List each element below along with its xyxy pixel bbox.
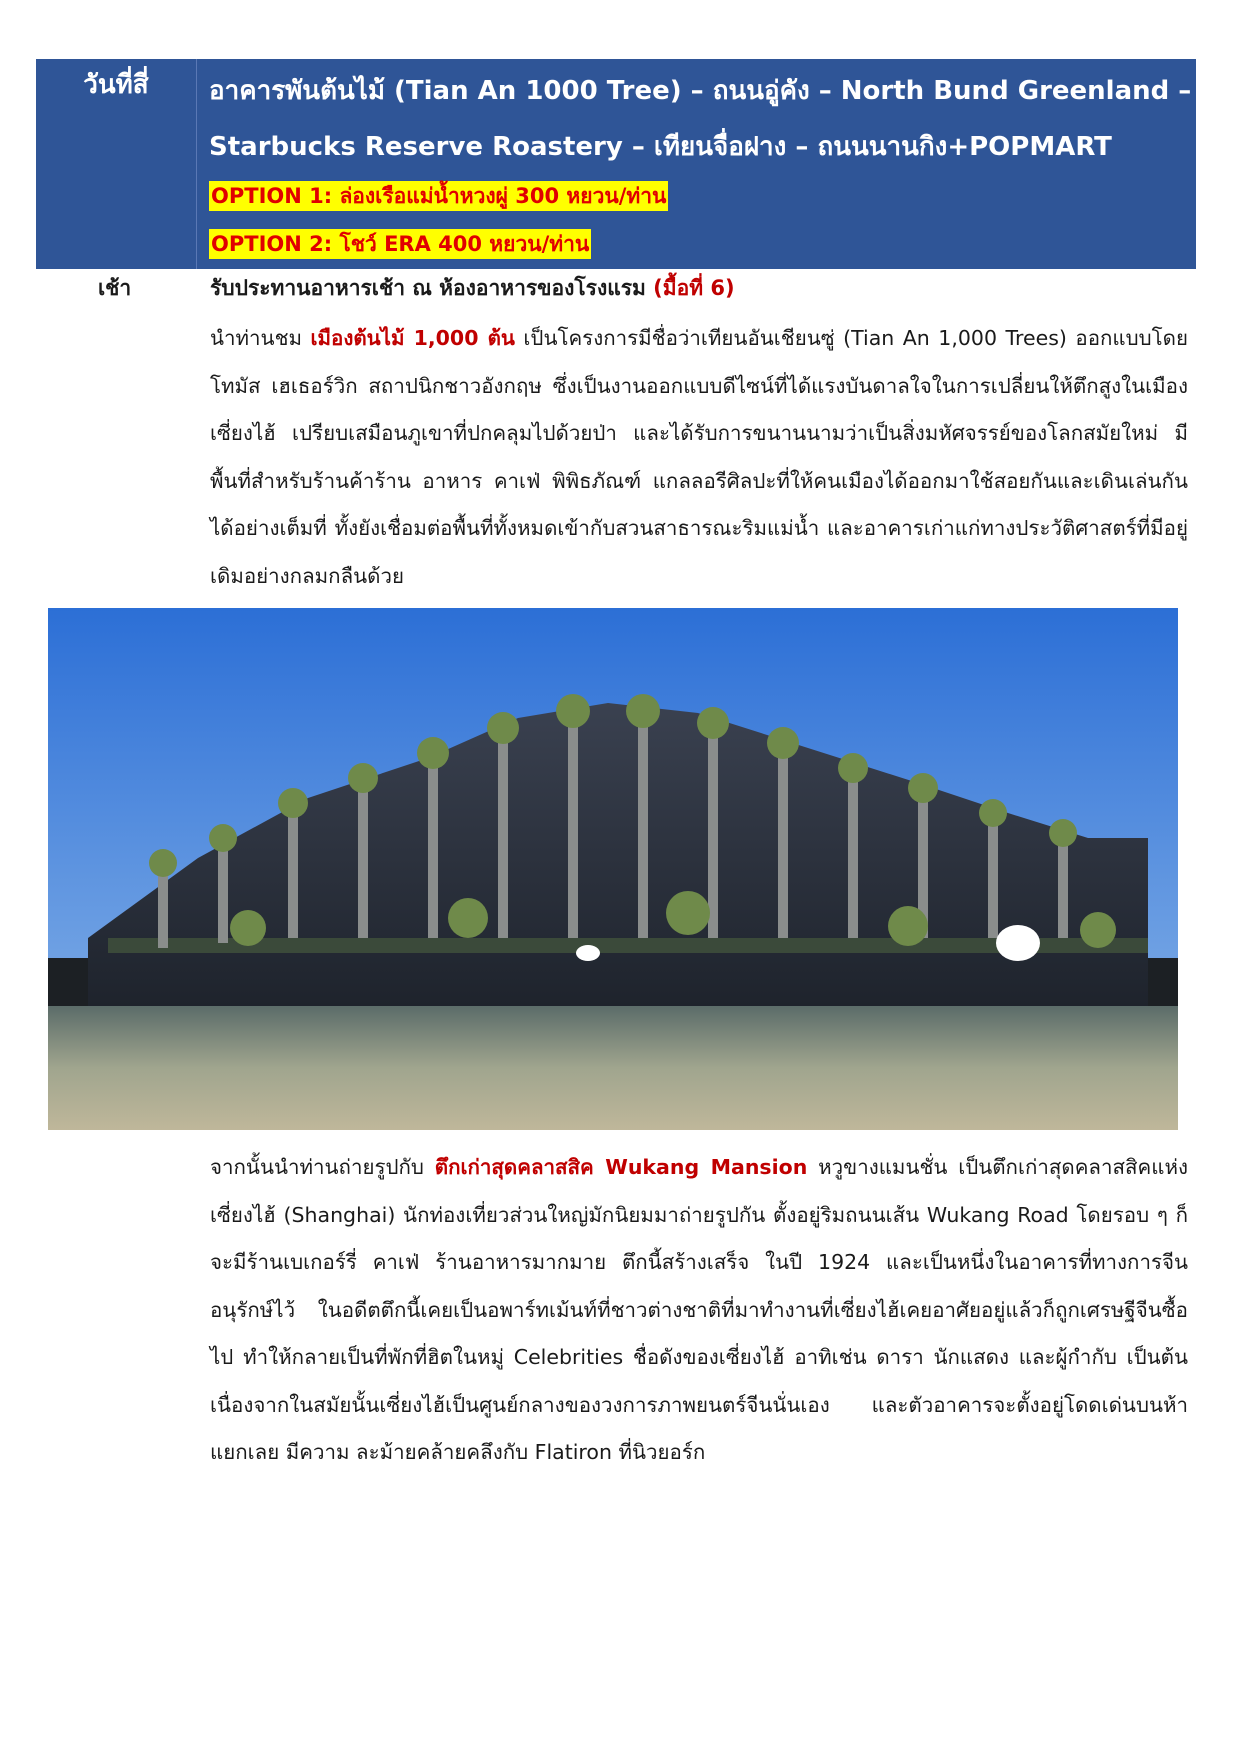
tian-an-1000-trees-photo [48, 608, 1178, 1130]
para2-highlight: ตึกเก่าสุดคลาสสิค Wukang Mansion [434, 1155, 808, 1179]
day-label: วันที่สี่ [36, 59, 197, 269]
meal-number: (มื้อที่ 6) [653, 276, 735, 300]
breakfast-row [36, 272, 1196, 306]
meal-text [210, 272, 735, 305]
tian-an-paragraph [210, 315, 1188, 600]
wukang-mansion-paragraph [210, 1144, 1188, 1477]
itinerary-title-line-2: Starbucks Reserve Roastery – เทียนจื่อฝาง – ถนนนานกิง+POPMART [209, 132, 1112, 162]
meal-label: เช้า [98, 276, 132, 300]
para2-intro: จากนั้นนำท่านถ่ายรูปกับ [210, 1155, 435, 1179]
para1-body: เป็นโครงการมีชื่อว่าเทียนอันเชียนซู่ (Tian An 1,000 Trees) ออกแบบโดยโทมัส เฮเธอร์วิก สถาปนิกชาวอังกฤษ ซึ่งเป็นงานออกแบบดีไซน์ที่ได้แรงบันดาลใจในการเปลี่ยนให้ตึกสูงในเมืองเซี่ยงไฮ้ เปรียบเสมือนภูเขาที่ปกคลุมไปด้วยป่า และได้รับการขนานนามว่าเป็นสิ่งมหัศจรรย์ของโลกสมัยใหม่ มีพื้นที่สำหรับร้านค้าร้าน อาหาร คาเฟ่ พิพิธภัณฑ์ แกลลอรีศิลปะที่ให้คนเมืองได้ออกมาใช้สอยกันและเดินเล่นกันได้อย่างเต็มที่ ทั้งยังเชื่อมต่อพื้นที่ทั้งหมดเข้ากับสวนสาธารณะริมแม่น้ำ และอาคารเก่าแก่ทางประวัติศาสตร์ที่มีอยู่เดิมอย่างกลมกลืนด้วย [210, 326, 1188, 588]
meal-description: รับประทานอาหารเช้า ณ ห้องอาหารของโรงแรม [210, 276, 654, 300]
para2-body: หวูขางแมนชั่น เป็นตึกเก่าสุดคลาสสิคแห่ง เซี่ยงไฮ้ (Shanghai) นักท่องเที่ยวส่วนใหญ่มักนิยมมาถ่ายรูปกัน ตั้งอยู่ริมถนนเส้น Wukang Road โดยรอบ ๆ ก็จะมีร้านเบเกอร์รี่ คาเฟ่ ร้านอาหารมากมาย ตึกนี้สร้างเสร็จ ในปี 1924 และเป็นหนึ่งในอาคารที่ทางการจีนอนุรักษ์ไว้ ในอดีตตึกนี้เคยเป็นอพาร์ทเม้นท์ที่ชาวต่างชาติที่มาทำงานที่เซี่ยงไฮ้เคยอาศัยอยู่แล้วก็ถูกเศรษฐีจีนซื้อไป ทำให้กลายเป็นที่พักที่ฮิตในหมู่ Celebrities ชื่อดังของเซี่ยงไฮ้ อาทิเช่น ดารา นักแสดง และผู้กำกับ เป็นต้น เนื่องจากในสมัยนั้นเซี่ยงไฮ้เป็นศูนย์กลางของวงการภาพยนตร์จีนนั่นเอง และตัวอาคารจะตั้งอยู่โดดเด่นบนห้าแยกเลย มีความ ละม้ายคล้ายคลึงกับ Flatiron ที่นิวยอร์ก [210, 1155, 1188, 1464]
para1-highlight: เมืองต้นไม้ 1,000 ต้น [310, 326, 515, 350]
option-2: OPTION 2: โชว์ ERA 400 หยวน/ท่าน [209, 229, 591, 259]
day-title-block [197, 59, 1196, 269]
itinerary-title-line-1: อาคารพันต้นไม้ (Tian An 1000 Tree) – ถนนอู่คัง – North Bund Greenland – [209, 76, 1192, 106]
building-photo-illustration [48, 608, 1178, 1130]
option-1: OPTION 1: ล่องเรือแม่น้ำหวงผู่ 300 หยวน/ท่าน [209, 181, 668, 211]
para1-intro: นำท่านชม [210, 326, 311, 350]
day-header-band [36, 59, 1196, 269]
